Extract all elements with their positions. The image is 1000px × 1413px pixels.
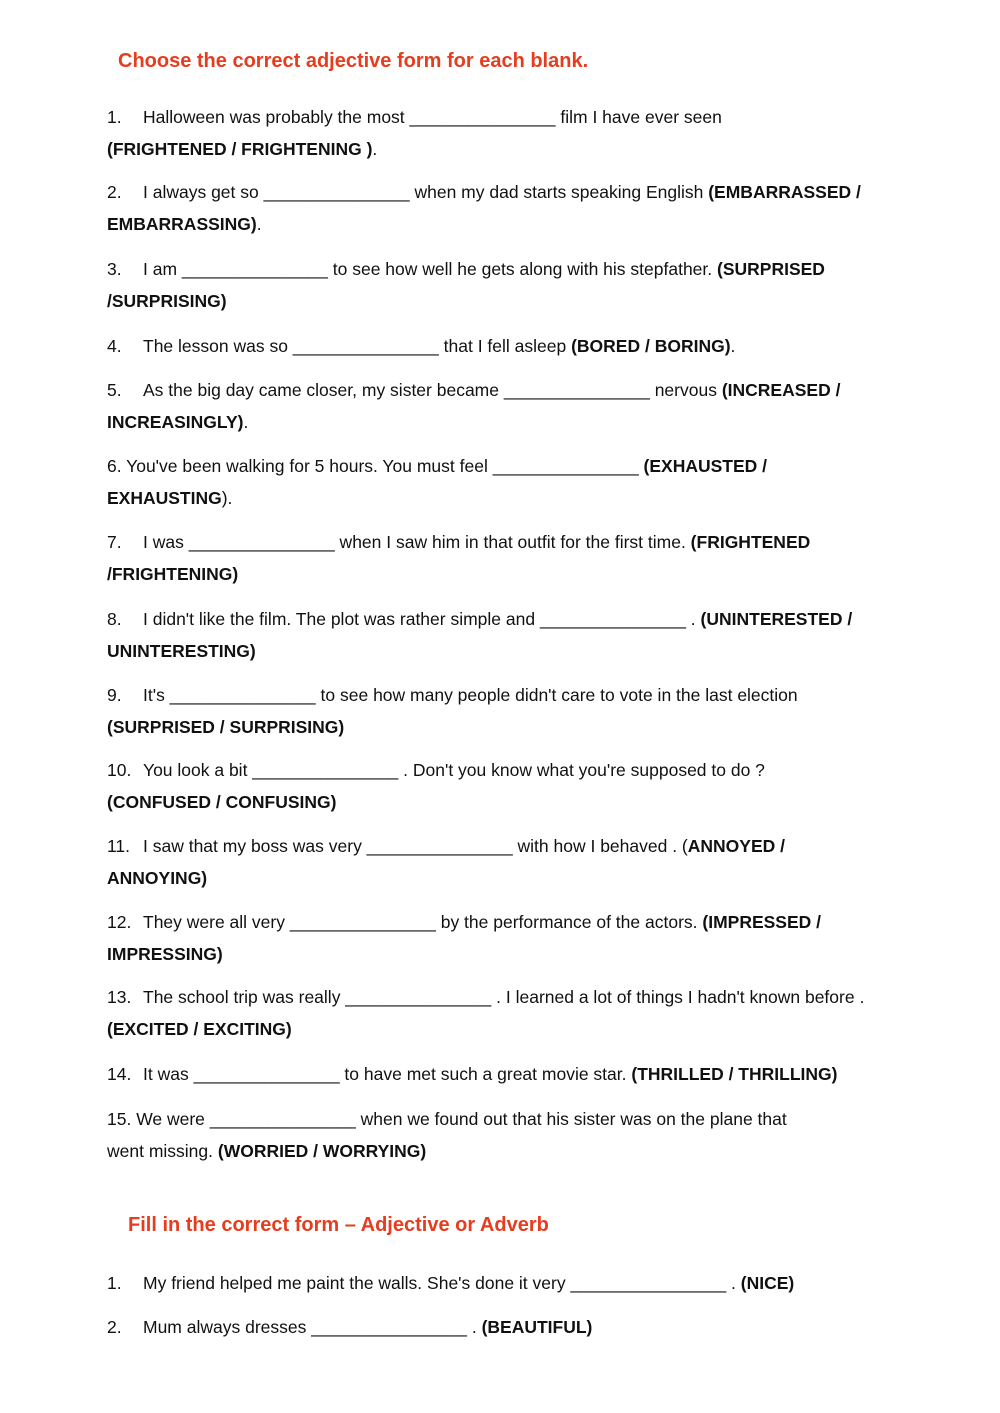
sentence-text: I am _______________ to see how well he gets along with his stepfather. <box>143 259 718 279</box>
exercise-item <box>107 1267 794 1299</box>
answer-options: UNINTERESTING) <box>107 641 256 661</box>
exercise-line <box>107 330 735 362</box>
item-number: 9. <box>107 685 122 705</box>
exercise-line <box>107 526 810 558</box>
sentence-text: It was _______________ to have met such a great movie star. <box>143 1064 632 1084</box>
exercise-line <box>107 374 840 406</box>
exercise-line <box>107 1058 837 1090</box>
sentence-text: I didn't like the film. The plot was rather simple and _______________ . <box>143 609 701 629</box>
sentence-text: . <box>730 336 736 356</box>
answer-options: ANNOYED / <box>687 836 785 856</box>
exercise-line <box>107 1013 864 1045</box>
item-number: 11. <box>107 836 131 856</box>
exercise-item <box>107 754 765 818</box>
exercise-line <box>107 1267 794 1299</box>
item-number: 14. <box>107 1064 132 1084</box>
answer-options: (FRIGHTENED <box>690 532 811 552</box>
sentence-text: 15. We were _______________ when we found out that his sister was on the plane that <box>107 1109 787 1129</box>
exercise-item <box>107 906 821 970</box>
exercise-line <box>107 450 767 482</box>
exercise-item <box>107 253 825 317</box>
sentence-text: ). <box>221 488 233 508</box>
exercise-item <box>107 101 722 165</box>
sentence-text: 6. You've been walking for 5 hours. You must feel _______________ <box>107 456 644 476</box>
exercise-item <box>107 526 810 590</box>
exercise-line <box>107 635 852 667</box>
exercise-item <box>107 679 798 743</box>
item-number: 8. <box>107 609 122 629</box>
sentence-text: Halloween was probably the most _______________ film I have ever seen <box>143 107 722 127</box>
exercise-line <box>107 558 810 590</box>
answer-options: ANNOYING) <box>107 868 208 888</box>
answer-options: (BORED / BORING) <box>571 336 731 356</box>
item-number: 1. <box>107 107 122 127</box>
answer-options: (CONFUSED / CONFUSING) <box>107 792 337 812</box>
section-2-title: Fill in the correct form – Adjective or Adverb <box>128 1214 549 1236</box>
exercise-item <box>107 603 852 667</box>
item-number: 1. <box>107 1273 122 1293</box>
sentence-text: As the big day came closer, my sister became _______________ nervous <box>143 380 722 400</box>
answer-options: (FRIGHTENED / FRIGHTENING ) <box>107 139 373 159</box>
exercise-line <box>107 101 722 133</box>
exercise-item <box>107 330 735 362</box>
exercise-line <box>107 253 825 285</box>
item-number: 7. <box>107 532 122 552</box>
answer-options: IMPRESSING) <box>107 944 223 964</box>
exercise-line <box>107 786 765 818</box>
section-1-title: Choose the correct adjective form for each blank. <box>118 50 589 72</box>
answer-options: (EXCITED / EXCITING) <box>107 1019 292 1039</box>
exercise-line <box>107 603 852 635</box>
sentence-text: . <box>256 214 262 234</box>
item-number: 13. <box>107 987 132 1007</box>
answer-options: (SURPRISED <box>717 259 825 279</box>
exercise-item <box>107 374 840 438</box>
answer-options: (UNINTERESTED / <box>700 609 853 629</box>
sentence-text: I always get so _______________ when my dad starts speaking English <box>143 182 709 202</box>
exercise-line <box>107 406 840 438</box>
sentence-text: went missing. <box>107 1141 218 1161</box>
sentence-text: . <box>243 412 249 432</box>
sentence-text: You look a bit _______________ . Don't you know what you're supposed to do ? <box>143 760 765 780</box>
exercise-line <box>107 938 821 970</box>
exercise-line <box>107 1103 787 1135</box>
exercise-line <box>107 133 722 165</box>
exercise-line <box>107 754 765 786</box>
answer-options: (INCREASED / <box>721 380 841 400</box>
item-number: 4. <box>107 336 122 356</box>
exercise-line <box>107 830 785 862</box>
item-number: 3. <box>107 259 122 279</box>
item-number: 12. <box>107 912 132 932</box>
answer-options: INCREASINGLY) <box>107 412 244 432</box>
answer-options: EMBARRASSING) <box>107 214 257 234</box>
sentence-text: They were all very _______________ by the performance of the actors. <box>143 912 703 932</box>
answer-options: (NICE) <box>740 1273 795 1293</box>
exercise-item <box>107 450 767 514</box>
answer-options: (EMBARRASSED / <box>708 182 861 202</box>
exercise-item <box>107 1311 592 1343</box>
answer-options: (SURPRISED / SURPRISING) <box>107 717 345 737</box>
answer-options: (EXHAUSTED / <box>643 456 768 476</box>
sentence-text: Mum always dresses ________________ . <box>143 1317 482 1337</box>
exercise-line <box>107 208 861 240</box>
sentence-text: I saw that my boss was very _______________ with how I behaved . ( <box>143 836 688 856</box>
exercise-item <box>107 1103 787 1167</box>
sentence-text: It's _______________ to see how many people didn't care to vote in the last election <box>143 685 798 705</box>
exercise-line <box>107 679 798 711</box>
answer-options: (WORRIED / WORRYING) <box>217 1141 427 1161</box>
sentence-text: The school trip was really _______________ . I learned a lot of things I hadn't known before . <box>143 987 865 1007</box>
exercise-line <box>107 1135 787 1167</box>
sentence-text: My friend helped me paint the walls. She's done it very ________________ . <box>143 1273 741 1293</box>
answer-options: (THRILLED / THRILLING) <box>631 1064 838 1084</box>
exercise-item <box>107 1058 837 1090</box>
exercise-line <box>107 176 861 208</box>
exercise-item <box>107 981 864 1045</box>
sentence-text: I was _______________ when I saw him in that outfit for the first time. <box>143 532 691 552</box>
answer-options: EXHAUSTING <box>107 488 222 508</box>
answer-options: /FRIGHTENING) <box>107 564 239 584</box>
exercise-line <box>107 285 825 317</box>
answer-options: /SURPRISING) <box>107 291 227 311</box>
exercise-line <box>107 981 864 1013</box>
item-number: 2. <box>107 182 122 202</box>
item-number: 5. <box>107 380 122 400</box>
item-number: 2. <box>107 1317 122 1337</box>
exercise-item <box>107 830 785 894</box>
sentence-text: The lesson was so _______________ that I fell asleep <box>143 336 572 356</box>
item-number: 10. <box>107 760 132 780</box>
exercise-item <box>107 176 861 240</box>
sentence-text: . <box>372 139 378 159</box>
answer-options: (IMPRESSED / <box>702 912 822 932</box>
answer-options: (BEAUTIFUL) <box>481 1317 593 1337</box>
exercise-line <box>107 1311 592 1343</box>
exercise-line <box>107 482 767 514</box>
exercise-line <box>107 862 785 894</box>
exercise-line <box>107 906 821 938</box>
exercise-line <box>107 711 798 743</box>
